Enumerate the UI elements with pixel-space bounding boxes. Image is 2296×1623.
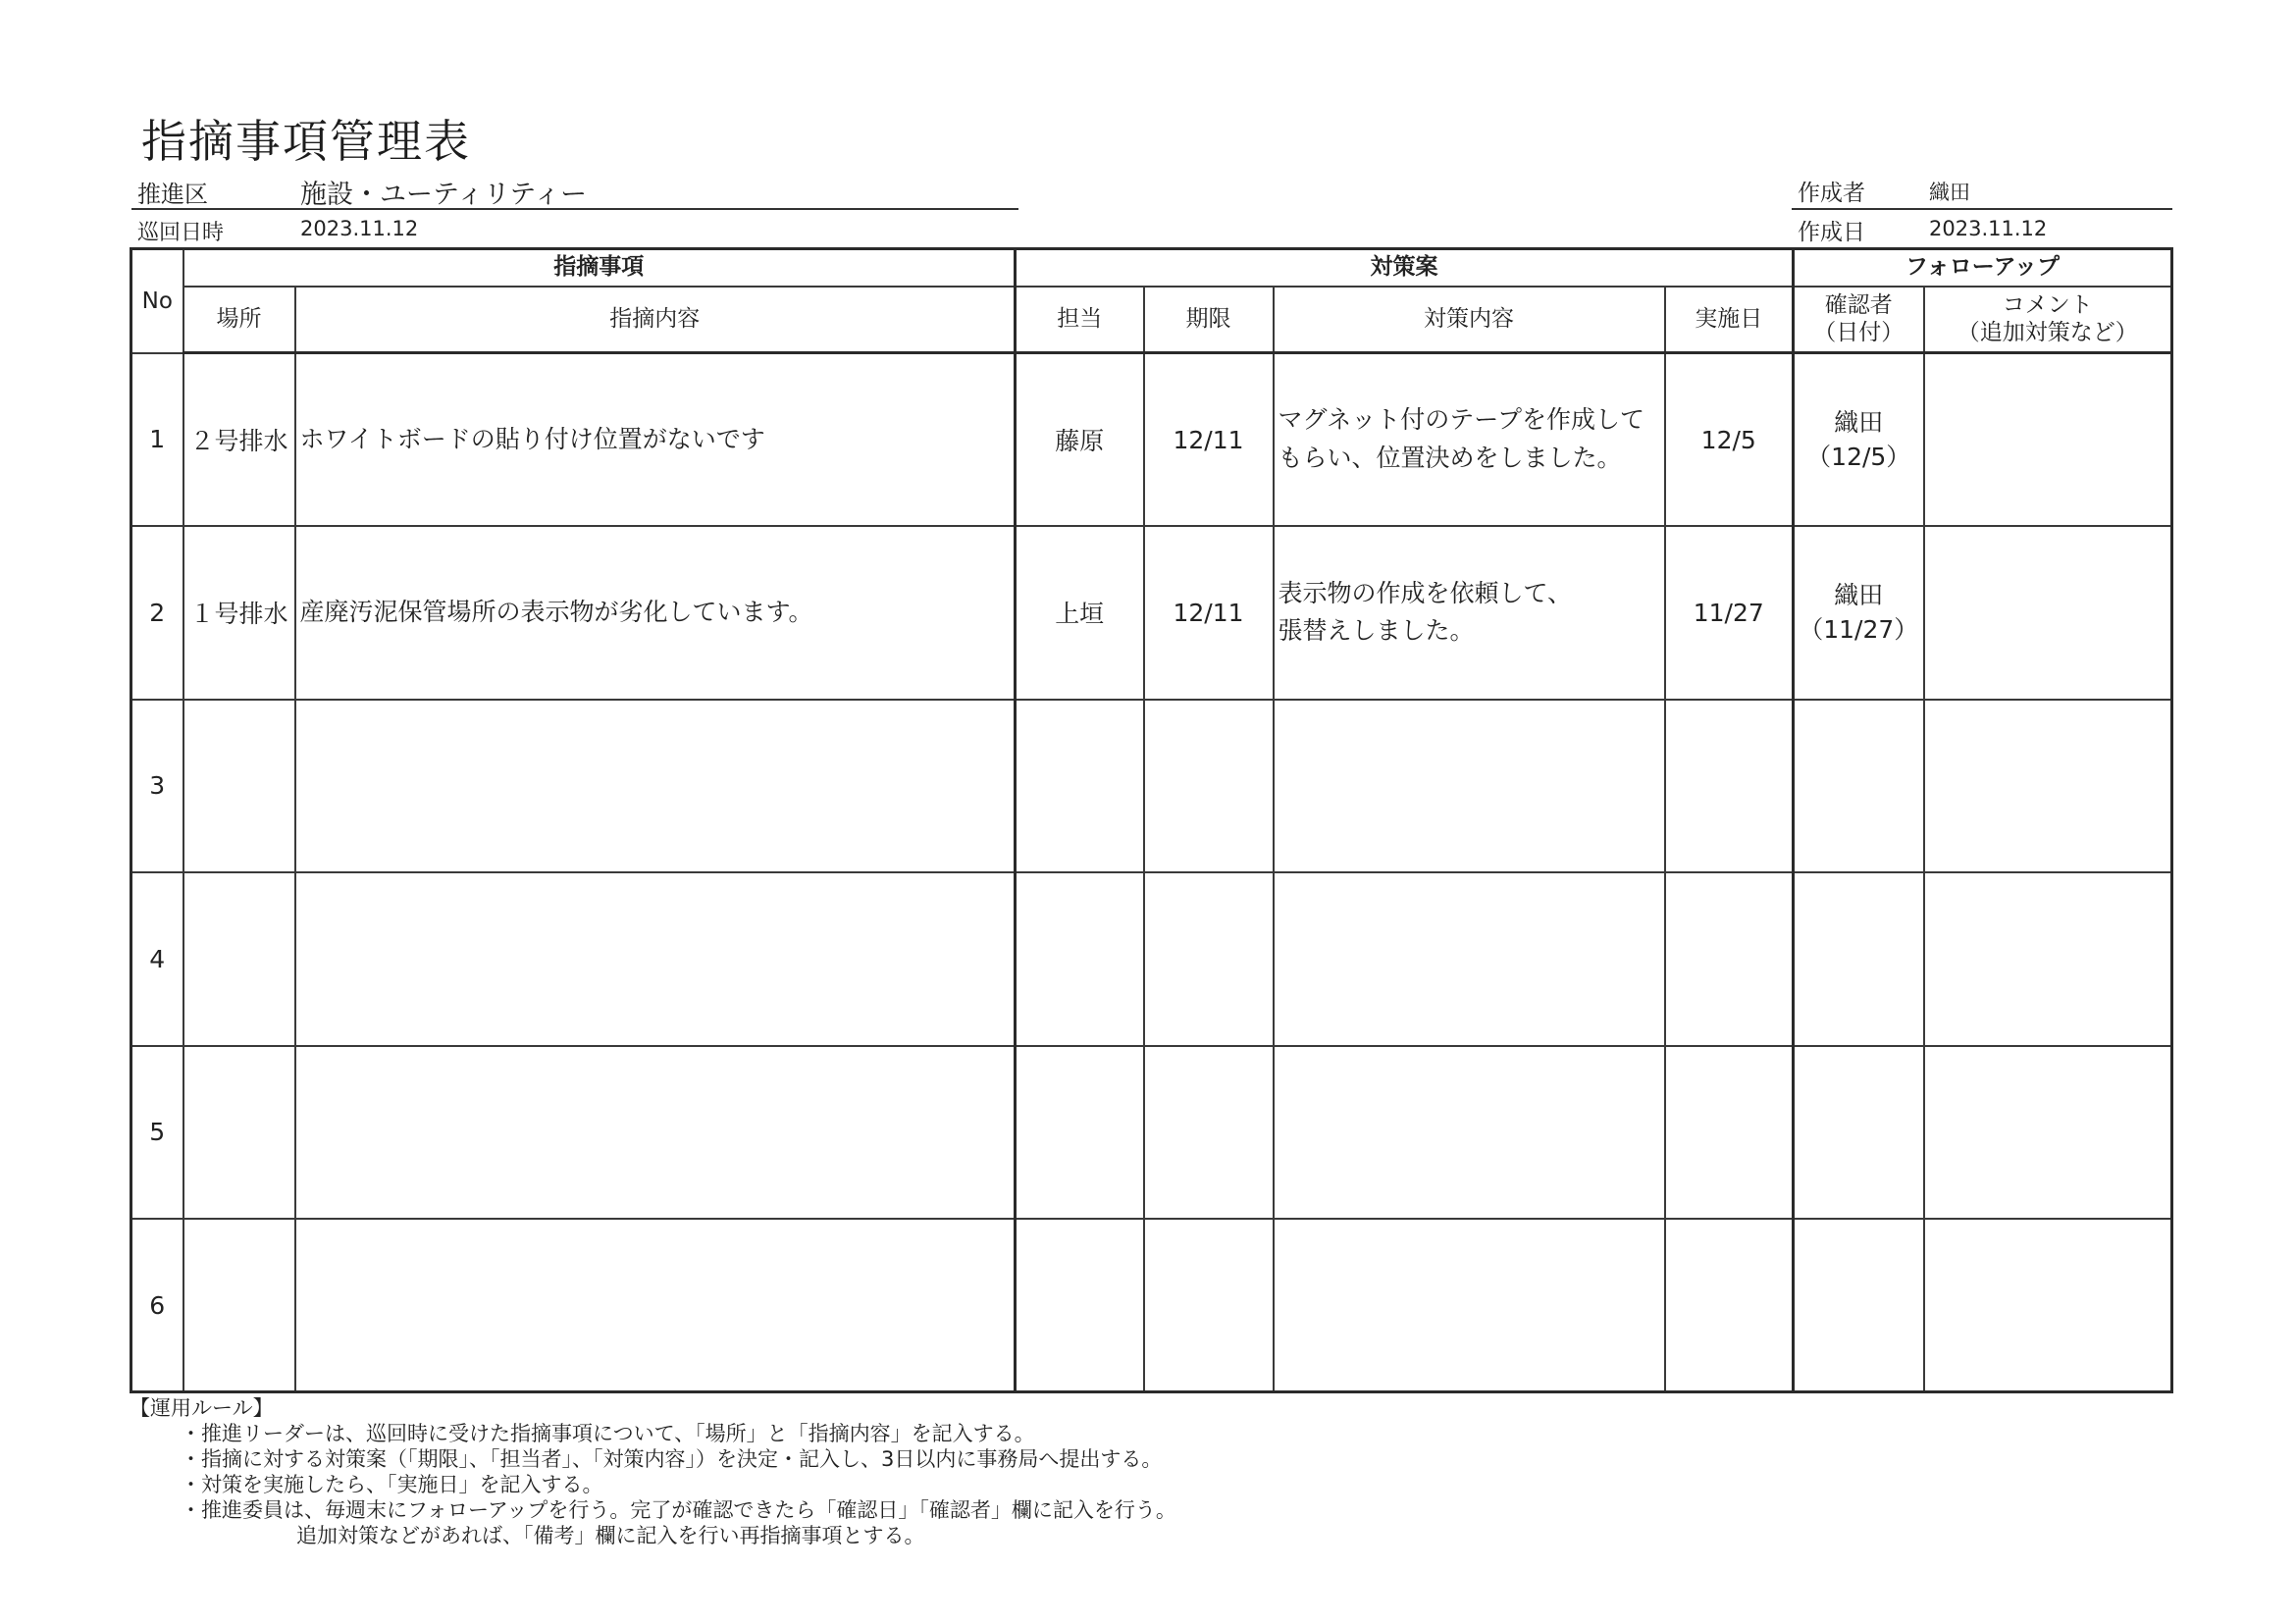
header-confirmer-line1: 確認者 [1824, 291, 1893, 318]
row-content[interactable]: ホワイトボードの貼り付け位置がないです [295, 353, 1016, 526]
row-no: 2 [131, 526, 183, 699]
header-confirmer [1794, 287, 1924, 353]
row-place[interactable] [183, 872, 295, 1045]
row-owner[interactable] [1016, 1046, 1144, 1219]
row-deadline[interactable] [1144, 700, 1274, 872]
row-comment[interactable] [1924, 1219, 2172, 1391]
row-confirmer[interactable] [1794, 872, 1924, 1045]
row-content[interactable] [295, 1046, 1016, 1219]
row-confirmer[interactable] [1794, 1219, 1924, 1391]
row-no: 5 [131, 1046, 183, 1219]
page-title: 指摘事項管理表 [141, 115, 471, 168]
row-impl-date[interactable] [1665, 872, 1794, 1045]
row-confirmer[interactable] [1794, 353, 1924, 526]
row-no: 3 [131, 700, 183, 872]
row-confirm-date: （11/27） [1799, 615, 1919, 645]
header-comment [1924, 287, 2172, 353]
row-place[interactable] [183, 1046, 295, 1219]
row-deadline[interactable] [1144, 872, 1274, 1045]
operation-rules [130, 1395, 1176, 1548]
row-measure-line2: 張替えしました。 [1278, 616, 1475, 646]
district-value: 施設・ユーティリティー [300, 180, 588, 210]
row-owner[interactable] [1016, 872, 1144, 1045]
created-value: 2023.11.12 [1929, 217, 2048, 240]
row-content[interactable] [295, 1219, 1016, 1391]
row-place[interactable] [183, 1219, 295, 1391]
table-row [131, 1046, 2172, 1219]
header-comment-line2: （追加対策など） [1957, 320, 2138, 346]
table-row [131, 1219, 2172, 1391]
row-confirmer-name: 織田 [1834, 581, 1884, 610]
row-no: 6 [131, 1219, 183, 1391]
row-comment[interactable] [1924, 353, 2172, 526]
row-measure-line2: もらい、位置決めをしました。 [1278, 444, 1622, 473]
patrol-date-label: 巡回日時 [137, 221, 225, 245]
district-label: 推進区 [137, 181, 208, 208]
row-deadline[interactable] [1144, 1219, 1274, 1391]
header-deadline: 期限 [1144, 287, 1274, 353]
author-value: 織田 [1929, 181, 1970, 204]
district-underline [131, 208, 1018, 210]
row-measure[interactable] [1274, 526, 1665, 699]
rules-title: 【運用ルール】 [130, 1396, 274, 1420]
row-owner[interactable]: 藤原 [1016, 353, 1144, 526]
row-content[interactable]: 産廃汚泥保管場所の表示物が劣化しています。 [295, 526, 1016, 699]
row-measure-line1: 表示物の作成を依頼して、 [1278, 578, 1573, 607]
author-underline [1792, 208, 2172, 210]
header-measure: 対策内容 [1274, 287, 1665, 353]
row-impl-date[interactable] [1665, 1046, 1794, 1219]
row-impl-date[interactable] [1665, 700, 1794, 872]
row-comment[interactable] [1924, 1046, 2172, 1219]
row-impl-date[interactable]: 12/5 [1665, 353, 1794, 526]
group-header-measures: 対策案 [1016, 249, 1794, 287]
group-header-followup: フォローアップ [1794, 249, 2172, 287]
row-confirmer[interactable] [1794, 1046, 1924, 1219]
table-row [131, 353, 2172, 526]
rule-item: ・推進委員は、毎週末にフォローアップを行う。完了が確認できたら「確認日」「確認者」欄に記入を行う。 [181, 1498, 1176, 1522]
row-measure[interactable] [1274, 1219, 1665, 1391]
header-confirmer-line2: （日付） [1813, 320, 1905, 346]
header-no: No [131, 249, 183, 353]
header-comment-line1: コメント [2002, 291, 2093, 318]
header-content: 指摘内容 [295, 287, 1016, 353]
rule-item: ・対策を実施したら、「実施日」を記入する。 [181, 1473, 603, 1496]
row-deadline[interactable]: 12/11 [1144, 353, 1274, 526]
row-confirmer[interactable] [1794, 526, 1924, 699]
row-comment[interactable] [1924, 872, 2172, 1045]
row-impl-date[interactable] [1665, 1219, 1794, 1391]
row-impl-date[interactable]: 11/27 [1665, 526, 1794, 699]
patrol-date-value: 2023.11.12 [300, 217, 419, 240]
header-owner: 担当 [1016, 287, 1144, 353]
row-deadline[interactable] [1144, 1046, 1274, 1219]
author-label: 作成者 [1798, 181, 1865, 206]
row-no: 4 [131, 872, 183, 1045]
row-confirmer-name: 織田 [1834, 408, 1884, 438]
rule-item: ・指摘に対する対策案（「期限」、「担当者」、「対策内容」）を決定・記入し、3日以内に事務局へ提出する。 [181, 1447, 1163, 1471]
row-confirmer[interactable] [1794, 700, 1924, 872]
row-place[interactable]: １号排水 [183, 526, 295, 699]
row-deadline[interactable]: 12/11 [1144, 526, 1274, 699]
row-content[interactable] [295, 700, 1016, 872]
group-header-findings: 指摘事項 [183, 249, 1016, 287]
table-row [131, 700, 2172, 872]
header-place: 場所 [183, 287, 295, 353]
row-measure[interactable] [1274, 872, 1665, 1045]
row-measure[interactable] [1274, 353, 1665, 526]
row-place[interactable]: ２号排水 [183, 353, 295, 526]
row-owner[interactable] [1016, 1219, 1144, 1391]
rule-item-continued: 追加対策などがあれば、「備考」欄に記入を行い再指摘事項とする。 [296, 1524, 925, 1547]
rule-item: ・推進リーダーは、巡回時に受けた指摘事項について、「場所」と「指摘内容」を記入する。 [181, 1422, 1035, 1445]
row-place[interactable] [183, 700, 295, 872]
row-measure-line1: マグネット付のテープを作成して [1278, 405, 1645, 435]
row-owner[interactable]: 上垣 [1016, 526, 1144, 699]
row-no: 1 [131, 353, 183, 526]
header-impl-date: 実施日 [1665, 287, 1794, 353]
findings-table [130, 247, 2173, 1393]
row-owner[interactable] [1016, 700, 1144, 872]
row-confirm-date: （12/5） [1806, 443, 1911, 472]
table-row [131, 526, 2172, 699]
created-label: 作成日 [1798, 220, 1865, 245]
row-measure[interactable] [1274, 700, 1665, 872]
table-row [131, 872, 2172, 1045]
row-comment[interactable] [1924, 526, 2172, 699]
row-comment[interactable] [1924, 700, 2172, 872]
row-measure[interactable] [1274, 1046, 1665, 1219]
row-content[interactable] [295, 872, 1016, 1045]
